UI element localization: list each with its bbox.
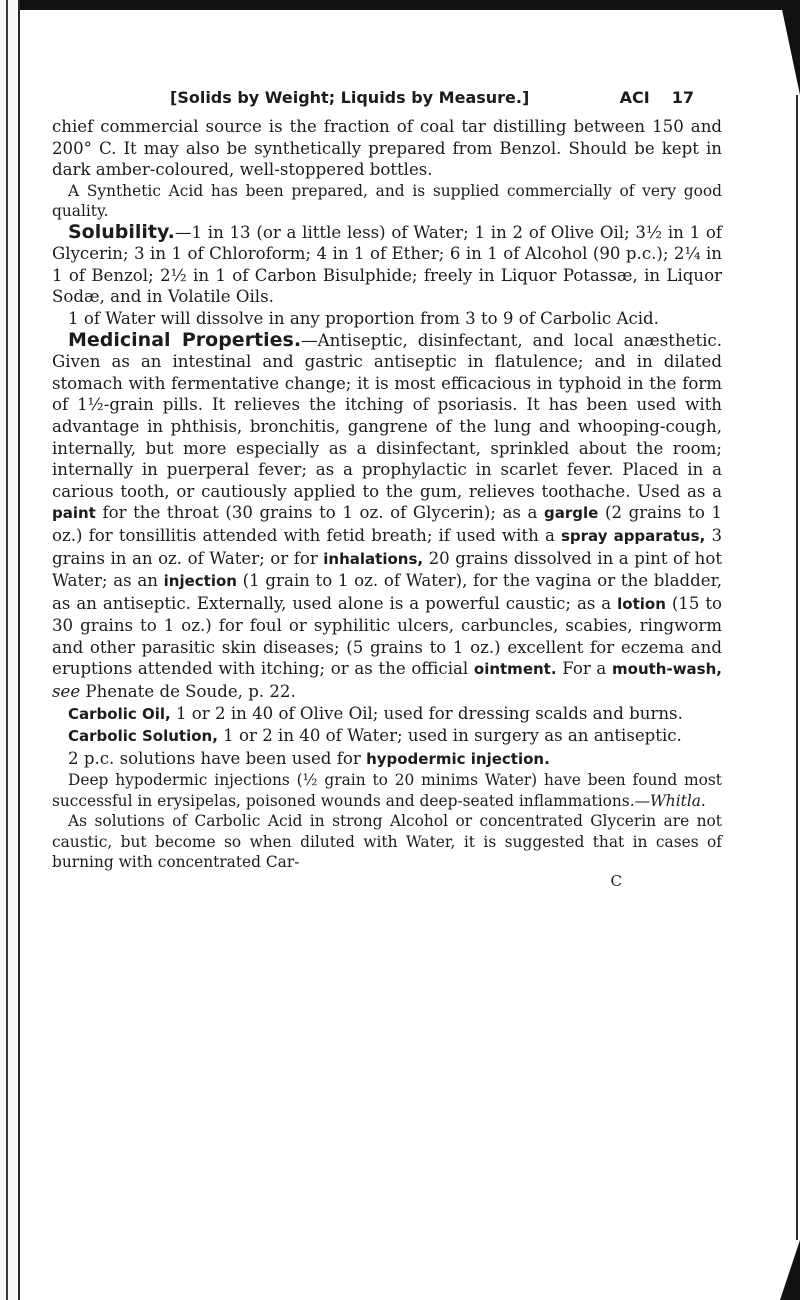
medicinal-text-2: for the throat (30 grains to 1 oz. of Glycerin); as a [95,503,545,523]
medicinal-text-1: —Antiseptic, disinfectant, and local anæsthetic. Given as an intestinal and gastric antiseptic in flatulence; and in dilated stomach with fermentative change; it is most efficacious in typhoid in the form of 1½-grain pills. It relieves the itching of psoriasis. It has been used with advantage in phthisis, bronchitis, gangrene of the lung and whooping-cough, internally, but more especially as a disinfectant, sprinkled about the room; internally in puerperal fever; as a prophylactic in scarlet fever. Placed in a carious tooth, or cautiously applied to the gum, relieves toothache. Used as a [52,330,722,501]
medicinal-heading: Medicinal Properties. [68,328,302,351]
term-lotion: lotion [617,594,666,613]
paragraph-deep-injections [52,770,722,811]
medicinal-text-7: (15 to 30 grains to 1 oz.) for foul or syphilitic ulcers, carbuncles, scabies, ringworm and other parasitic skin diseases; (5 grains to 1 oz.) excellent for eczema and eruptions attended with itching; or as the official [52,593,723,679]
running-header [170,88,722,107]
solubility-heading: Solubility. [68,220,175,243]
paragraph-synthetic: A Synthetic Acid has been prepared, and is supplied commercially of very good quality. [52,181,722,221]
term-carbolic-oil: Carbolic Oil, [68,704,171,723]
paragraph-solubility [52,222,722,308]
paragraph-carbolic-solution [52,725,722,748]
medicinal-text-3: (2 grains to 1 oz.) for tonsillitis attended with fetid breath; if used with a [52,503,722,545]
paragraph-medicinal [52,330,722,703]
medicinal-text-9: Phenate de Soude, p. 22. [80,682,296,702]
page-number: 17 [671,88,694,107]
page-right-edge [780,0,800,1300]
citation-whitla: Whitla. [649,791,706,810]
paragraph-solutions-caustic: As solutions of Carbolic Acid in strong Alcohol or concentrated Glycerin are not caustic, but become so when diluted with Water, it is suggested that in cases of burning with concentrated Car- [52,812,722,872]
deep-injections-text: Deep hypodermic injections (½ grain to 20 minims Water) have been found most successful in erysipelas, poisoned wounds and deep-seated inflammations.— [52,771,722,810]
running-title: [Solids by Weight; Liquids by Measure.] [170,88,530,107]
term-mouthwash: mouth-wash, [612,660,722,679]
hypodermic-text: 2 p.c. solutions have been used for [68,748,367,768]
see-reference: see [52,682,81,702]
medicinal-text-8: For a [556,659,613,679]
carbolic-solution-text: 1 or 2 in 40 of Water; used in surgery as an antiseptic. [217,726,682,746]
book-spine-edge [0,0,20,1300]
term-ointment: ointment. [473,660,557,679]
carbolic-oil-text: 1 or 2 in 40 of Olive Oil; used for dressing scalds and burns. [170,703,683,723]
page-body [52,88,722,890]
solubility-text: —1 in 13 (or a little less) of Water; 1 in 2 of Olive Oil; 3½ in 1 of Glycerin; 3 in 1 of Chloroform; 4 in 1 of Ether; 6 in 1 of Alcohol (90 p.c.); 2¼ in 1 of Benzol; 2½ in 1 of Carbon Bisulphide; freely in Liquor Potassæ, in Liquor Sodæ, and in Volatile Oils. [52,222,722,307]
term-injection: injection [163,572,237,591]
term-paint: paint [52,504,96,523]
term-hypodermic: hypodermic injection. [366,749,550,768]
page-top-border [0,0,800,10]
medicinal-text-5: 20 grains dissolved in a pint of hot Water; as an [52,548,722,591]
medicinal-text-6: (1 grain to 1 oz. of Water), for the vagina or the bladder, as an antiseptic. Externally, used alone is a powerful caustic; as a [52,571,722,613]
medicinal-text-4: 3 grains in an oz. of Water; or for [52,525,722,568]
term-gargle: gargle [544,504,599,523]
paragraph-hypodermic [52,748,722,771]
paragraph-carbolic-oil [52,703,722,726]
signature-mark: C [610,872,622,891]
paragraph-water-proportion: 1 of Water will dissolve in any proportion from 3 to 9 of Carbolic Acid. [68,308,659,328]
section-label: ACI [619,88,650,107]
term-spray: spray apparatus, [560,526,706,545]
paragraph-source: chief commercial source is the fraction of coal tar distilling between 150 and 200° C. It may also be synthetically prepared from Benzol. Should be kept in dark amber-coloured, well-stoppered bottles. [52,117,722,180]
term-inhalations: inhalations, [323,549,424,568]
term-carbolic-solution: Carbolic Solution, [68,727,218,746]
